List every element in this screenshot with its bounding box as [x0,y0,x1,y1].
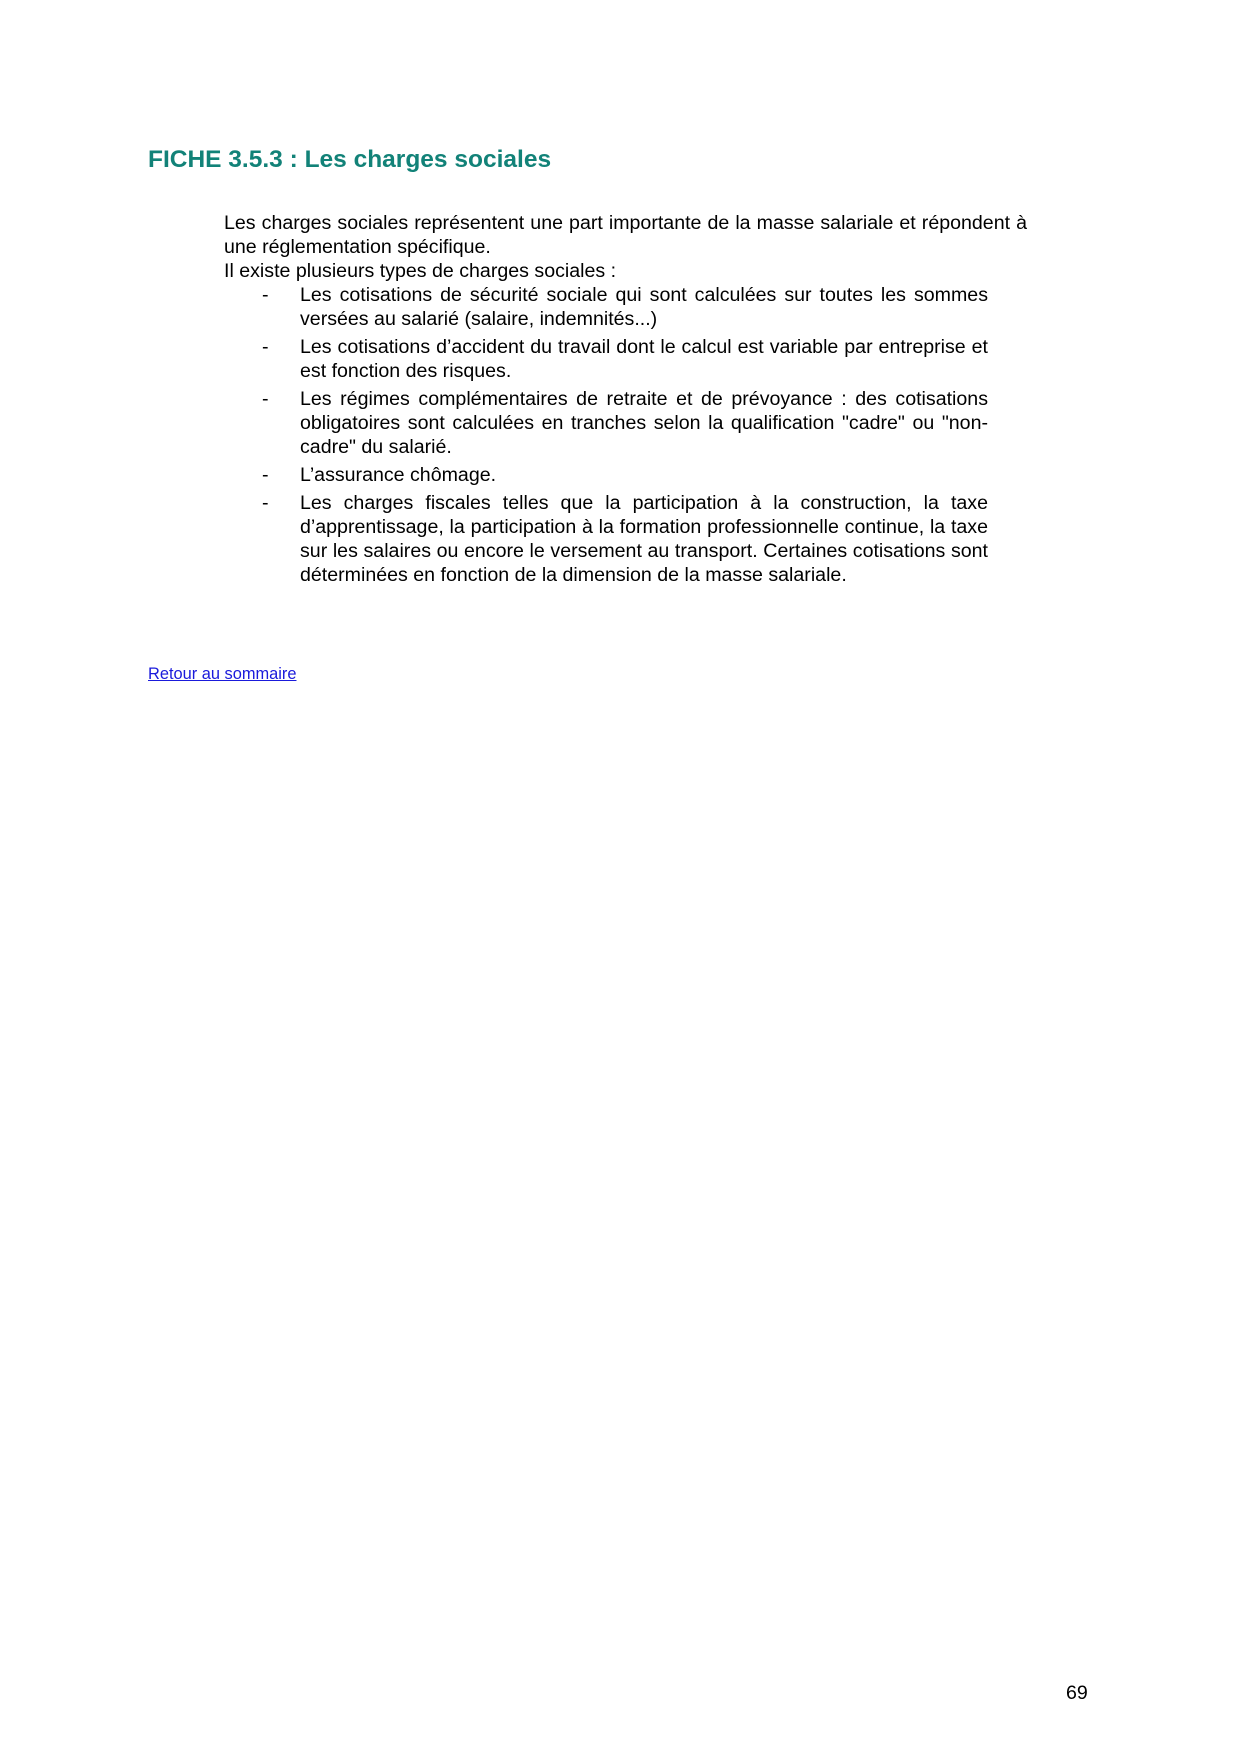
document-body [224,211,1027,591]
back-to-summary-link[interactable]: Retour au sommaire [148,665,297,683]
list-item [224,335,988,383]
bullet-marker: - [262,284,269,306]
bullet-marker: - [262,388,269,410]
list-item [224,387,988,459]
page-number: 69 [1066,1682,1088,1704]
list-item-text: L’assurance chômage. [300,464,497,486]
charges-list [224,283,988,587]
bullet-marker: - [262,492,269,514]
bullet-marker: - [262,464,269,486]
list-item-text: Les cotisations d’accident du travail dont le calcul est variable par entreprise et est fonction des risques. [300,336,988,382]
list-item [224,491,988,587]
list-item-text: Les charges fiscales telles que la participation à la construction, la taxe d’apprentissage, la participation à la formation professionnelle continue, la taxe sur les salaires ou encore le versement au transport. Certaines cotisations sont déterminées en fonction de la dimension de la masse salariale. [300,492,988,586]
list-item-text: Les régimes complémentaires de retraite et de prévoyance : des cotisations obligatoires sont calculées en tranches selon la qualification "cadre" ou "non-cadre" du salarié. [300,388,988,458]
intro-paragraph: Les charges sociales représentent une part importante de la masse salariale et répondent à une réglementation spécifique. [224,212,1027,258]
list-item [224,283,988,331]
bullet-marker: - [262,336,269,358]
list-item-text: Les cotisations de sécurité sociale qui sont calculées sur toutes les sommes versées au salarié (salaire, indemnités...) [300,284,988,330]
page-title: FICHE 3.5.3 : Les charges sociales [148,146,552,173]
types-intro: Il existe plusieurs types de charges sociales : [224,260,617,282]
list-item [224,463,988,487]
